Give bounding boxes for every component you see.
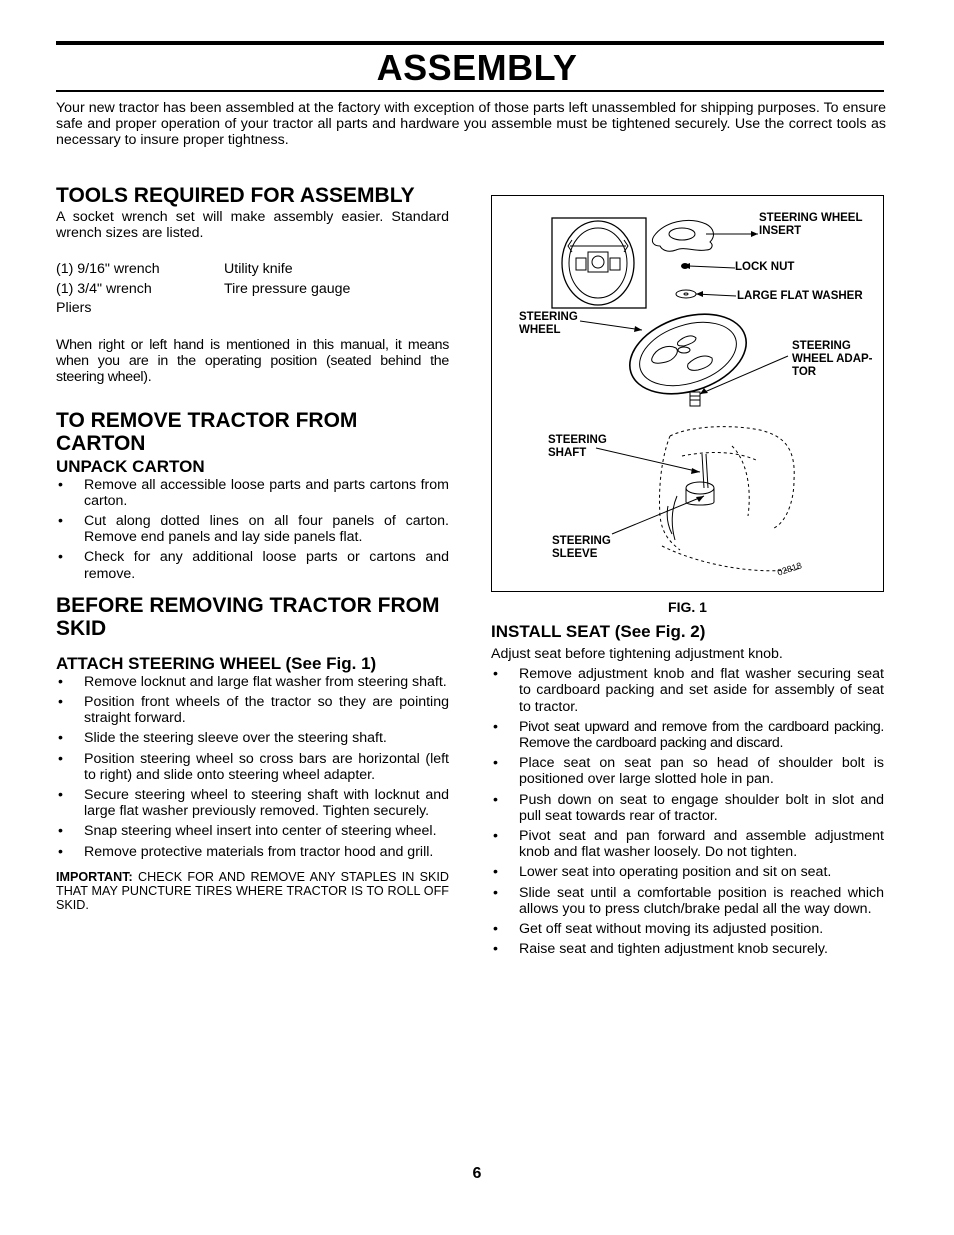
list-item: • Slide the steering sleeve over the steering shaft.	[56, 730, 449, 746]
list-item: • Remove protective materials from tractor hood and grill.	[56, 844, 449, 860]
list-item: • Remove locknut and large flat washer from steering shaft.	[56, 674, 449, 690]
label-wheel: STEERING WHEEL	[519, 311, 578, 336]
before-heading: BEFORE REMOVING TRACTOR FROM SKID	[56, 593, 440, 640]
tools-heading: TOOLS REQUIRED FOR ASSEMBLY	[56, 184, 415, 207]
list-item: • Cut along dotted lines on all four panels of carton. Remove end panels and lay side panels flat.	[56, 513, 449, 545]
figure-1	[491, 195, 884, 592]
figure-caption: FIG. 1	[668, 599, 707, 615]
important-label: IMPORTANT:	[56, 869, 133, 884]
important-note	[56, 870, 449, 912]
header-rule-bottom	[56, 90, 884, 92]
label-locknut: LOCK NUT	[735, 261, 795, 273]
list-item: • Raise seat and tighten adjustment knob securely.	[491, 941, 884, 957]
tools-description: A socket wrench set will make assembly easier. Standard wrench sizes are listed.	[56, 209, 449, 242]
label-shaft: STEERING SHAFT	[548, 434, 607, 459]
right-column	[491, 622, 884, 961]
list-item: • Check for any additional loose parts or cartons and remove.	[56, 549, 449, 581]
seat-list	[491, 666, 884, 957]
list-item: • Lower seat into operating position and sit on seat.	[491, 864, 884, 880]
list-item: • Push down on seat to engage shoulder bolt in slot and pull seat towards rear of tractor.	[491, 792, 884, 824]
remove-heading: TO REMOVE TRACTOR FROM CARTON	[56, 408, 358, 455]
list-item: • Get off seat without moving its adjusted position.	[491, 921, 884, 937]
tool-item: Utility knife	[224, 261, 293, 278]
page-title: ASSEMBLY	[376, 47, 578, 88]
intro-paragraph: Your new tractor has been assembled at the factory with exception of those parts left unassembled for shipping purposes. To ensure safe and proper operation of your tractor all parts and hardware you assemble must be tightened securely. Use the correct tools as necessary to insure proper tightness.	[56, 100, 886, 149]
steering-subheading: ATTACH STEERING WHEEL (See Fig. 1)	[56, 653, 377, 673]
header-rule-top	[56, 41, 884, 45]
label-washer: LARGE FLAT WASHER	[737, 290, 863, 302]
list-item: • Remove all accessible loose parts and parts cartons from carton.	[56, 477, 449, 509]
steering-assembly-illustration	[492, 196, 885, 593]
list-item: • Remove adjustment knob and flat washer securing seat to cardboard packing and set aside for assembly of seat to tractor.	[491, 666, 884, 715]
list-item: • Slide seat until a comfortable position is reached which allows you to press clutch/brake pedal all the way down.	[491, 885, 884, 917]
page-number: 6	[472, 1165, 482, 1182]
list-item: • Secure steering wheel to steering shaft with locknut and large flat washer previously removed. Tighten securely.	[56, 787, 449, 819]
label-adaptor: STEERING WHEEL ADAP- TOR	[792, 340, 873, 378]
list-item: • Pivot seat and pan forward and assemble adjustment knob and flat washer loosely. Do not tighten.	[491, 828, 884, 860]
list-item: • Position front wheels of the tractor so they are pointing straight forward.	[56, 694, 449, 726]
list-item: • Pivot seat upward and remove from the cardboard packing. Remove the cardboard packing and discard.	[491, 719, 884, 751]
important-text: CHECK FOR AND REMOVE ANY STAPLES IN SKID THAT MAY PUNCTURE TIRES WHERE TRACTOR IS TO ROLL OFF SKID.	[56, 869, 449, 912]
tool-item: (1) 3/4" wrench	[56, 280, 152, 297]
label-sleeve: STEERING SLEEVE	[552, 535, 611, 560]
list-item: • Snap steering wheel insert into center of steering wheel.	[56, 823, 449, 839]
steering-list	[56, 674, 449, 860]
unpack-subheading: UNPACK CARTON	[56, 456, 205, 476]
list-item: • Place seat on seat pan so head of shoulder bolt is positioned over large slotted hole in pan.	[491, 755, 884, 787]
list-item: • Position steering wheel so cross bars are horizontal (left to right) and slide onto steering wheel adapter.	[56, 751, 449, 783]
left-column	[56, 184, 449, 912]
unpack-list	[56, 477, 449, 582]
seat-intro: Adjust seat before tightening adjustment knob.	[491, 646, 783, 662]
tool-item: (1) 9/16" wrench	[56, 261, 160, 278]
tool-item: Tire pressure gauge	[224, 280, 351, 297]
tools-list	[56, 261, 449, 316]
figure-code: 02818	[776, 560, 803, 578]
hand-note: When right or left hand is mentioned in this manual, it means when you are in the operating position (seated behind the steering wheel).	[56, 337, 449, 386]
label-insert: STEERING WHEEL INSERT	[759, 212, 863, 237]
tool-item: Pliers	[56, 299, 92, 316]
tool-item	[224, 300, 449, 316]
seat-heading: INSTALL SEAT (See Fig. 2)	[491, 622, 706, 641]
